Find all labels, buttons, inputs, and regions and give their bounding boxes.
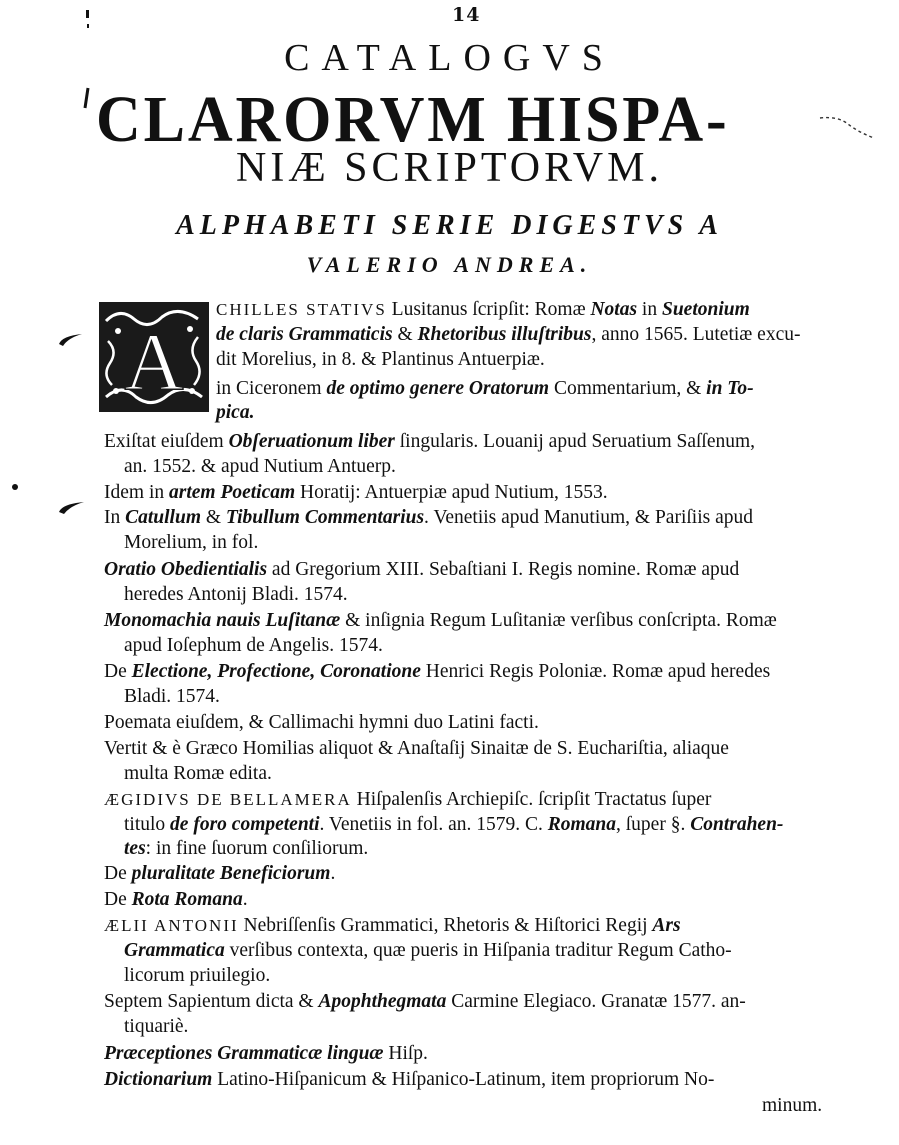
entry-line: Morelium, in fol. [124, 532, 259, 553]
margin-mark-tick [82, 86, 92, 112]
entry-line: de claris Grammaticis & Rhetoribus illuſtribus, anno 1565. Lutetiæ excu- [216, 324, 801, 345]
entry-line: pica. [216, 402, 255, 423]
entry-line: De pluralitate Beneficiorum. [104, 863, 336, 884]
entry-line: Præceptiones Grammaticæ linguæ Hiſp. [104, 1043, 428, 1064]
entry-line: Poemata eiuſdem, & Callimachi hymni duo Latini facti. [104, 712, 539, 733]
title-line-1: CATALOGVS [284, 37, 615, 79]
title-line-2: CLARORVM HISPA- [96, 83, 730, 156]
pointer-mark-2 [56, 498, 88, 516]
subtitle-line-2: VALERIO ANDREA. [306, 252, 593, 277]
entry-line: licorum priuilegio. [124, 965, 271, 986]
entry-line: De Rota Romana. [104, 889, 248, 910]
margin-dotted-line [818, 108, 878, 142]
page-number: 14 [452, 4, 481, 26]
entry-line: heredes Antonij Bladi. 1574. [124, 584, 348, 605]
entry-line: an. 1552. & apud Nutium Antuerp. [124, 456, 396, 477]
entry-line: Dictionarium Latino-Hiſpanicum & Hiſpanico-Latinum, item propriorum No- [104, 1069, 715, 1090]
entry-line: Idem in artem Poeticam Horatij: Antuerpiæ apud Nutium, 1553. [104, 482, 608, 503]
entry-line: dit Morelius, in 8. & Plantinus Antuerpiæ. [216, 349, 545, 370]
title-line-3: NIÆ SCRIPTORVM. [236, 145, 663, 191]
margin-dot [10, 482, 20, 492]
entry-line: minum. [762, 1095, 823, 1116]
entry-line: in Ciceronem de optimo genere Oratorum Commentarium, & in To- [216, 378, 754, 399]
entry-line: tes: in fine ſuorum conſiliorum. [124, 838, 369, 859]
entry-line: In Catullum & Tibullum Commentarius. Venetiis apud Manutium, & Pariſiis apud [104, 507, 753, 528]
entry-line: apud Ioſephum de Angelis. 1574. [124, 635, 383, 656]
decorated-initial [98, 301, 210, 413]
entry-line: Monomachia nauis Luſitanæ & inſignia Regum Luſitaniæ verſibus conſcripta. Romæ [104, 610, 777, 631]
entry-line: titulo de foro competenti. Venetiis in fol. an. 1579. C. Romana, ſuper §. Contrahen- [124, 814, 784, 835]
subtitle-line-1: ALPHABETI SERIE DIGESTVS A [176, 210, 723, 241]
entry-line: multa Romæ edita. [124, 763, 272, 784]
entry-line: Grammatica verſibus contexta, quæ pueris in Hiſpania traditur Regum Catho- [124, 940, 732, 961]
entry-line: Oratio Obedientialis ad Gregorium XIII. Sebaſtiani I. Regis nomine. Romæ apud [104, 559, 740, 580]
initial-letter: A [124, 316, 184, 407]
entry-line: ÆGIDIVS DE BELLAMERA Hiſpalenſis Archiepiſc. ſcripſit Tractatus ſuper [104, 789, 712, 810]
margin-mark-top [84, 8, 92, 32]
entry-line: tiquariè. [124, 1016, 189, 1037]
entry-line: De Electione, Profectione, Coronatione Henrici Regis Poloniæ. Romæ apud heredes [104, 661, 771, 682]
entry-line: Septem Sapientum dicta & Apophthegmata Carmine Elegiaco. Granatæ 1577. an- [104, 991, 746, 1012]
entry-line: ÆLII ANTONII Nebriſſenſis Grammatici, Rhetoris & Hiſtorici Regij Ars [104, 915, 681, 936]
entry-line: Bladi. 1574. [124, 686, 220, 707]
entry-line: Exiſtat eiuſdem Obſeruationum liber ſingularis. Louanij apud Seruatium Saſſenum, [104, 431, 756, 452]
entry-line: Vertit & è Græco Homilias aliquot & Anaſtaſij Sinaitæ de S. Euchariſtia, aliaque [104, 738, 729, 759]
entry-line: CHILLES STATIVS Lusitanus ſcripſit: Romæ Notas in Suetonium [216, 299, 750, 320]
pointer-mark-1 [56, 330, 86, 348]
